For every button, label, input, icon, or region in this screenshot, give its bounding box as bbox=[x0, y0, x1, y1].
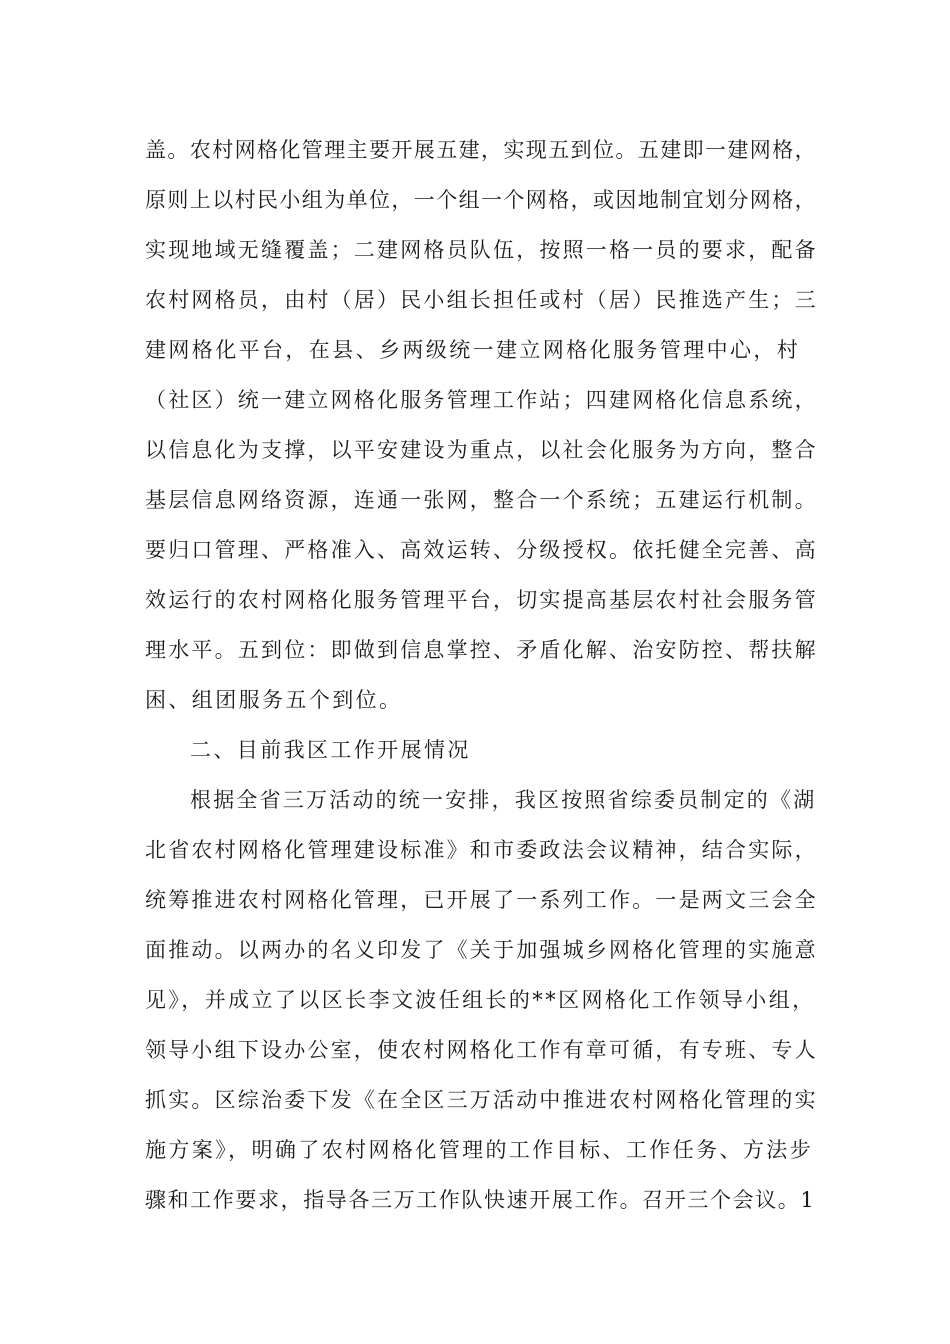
text-line: 面推动。以两办的名义印发了《关于加强城乡网格化管理的实施意 bbox=[145, 938, 818, 962]
text-line: 统筹推进农村网格化管理，已开展了一系列工作。一是两文三会全 bbox=[145, 888, 818, 912]
text-line: 施方案》，明确了农村网格化管理的工作目标、工作任务、方法步 bbox=[145, 1138, 814, 1162]
text-line: 建网格化平台，在县、乡两级统一建立网格化服务管理中心，村 bbox=[145, 338, 801, 362]
text-line: 见》，并成立了以区长李文波任组长的**区网格化工作领导小组， bbox=[145, 988, 816, 1012]
text-line: 领导小组下设办公室，使农村网格化工作有章可循，有专班、专人 bbox=[145, 1038, 818, 1062]
text-line: 要归口管理、严格准入、高效运转、分级授权。依托健全完善、高 bbox=[145, 538, 818, 562]
text-line: 根据全省三万活动的统一安排，我区按照省综委员制定的《湖 bbox=[190, 788, 817, 812]
text-line: （社区）统一建立网格化服务管理工作站；四建网格化信息系统， bbox=[145, 388, 818, 412]
section-heading: 二、目前我区工作开展情况 bbox=[190, 738, 471, 762]
text-line: 困、组团服务五个到位。 bbox=[145, 688, 403, 712]
text-line: 农村网格员，由村（居）民小组长担任或村（居）民推选产生；三 bbox=[145, 288, 818, 312]
text-line: 原则上以村民小组为单位，一个组一个网格，或因地制宜划分网格， bbox=[145, 188, 817, 212]
text-line: 以信息化为支撑，以平安建设为重点，以社会化服务为方向，整合 bbox=[145, 438, 818, 462]
text-line: 骤和工作要求，指导各三万工作队快速开展工作。召开三个会议。1 bbox=[145, 1188, 816, 1212]
text-line: 实现地域无缝覆盖；二建网格员队伍，按照一格一员的要求，配备 bbox=[145, 238, 818, 262]
text-line: 抓实。区综治委下发《在全区三万活动中推进农村网格化管理的实 bbox=[145, 1088, 818, 1112]
text-line: 效运行的农村网格化服务管理平台，切实提高基层农村社会服务管 bbox=[145, 588, 818, 612]
text-line: 理水平。五到位：即做到信息掌控、矛盾化解、治安防控、帮扶解 bbox=[145, 638, 818, 662]
text-line: 盖。农村网格化管理主要开展五建，实现五到位。五建即一建网格， bbox=[145, 138, 817, 162]
text-line: 基层信息网络资源，连通一张网，整合一个系统；五建运行机制。 bbox=[145, 488, 818, 512]
text-line: 北省农村网格化管理建设标准》和市委政法会议精神，结合实际， bbox=[145, 838, 818, 862]
